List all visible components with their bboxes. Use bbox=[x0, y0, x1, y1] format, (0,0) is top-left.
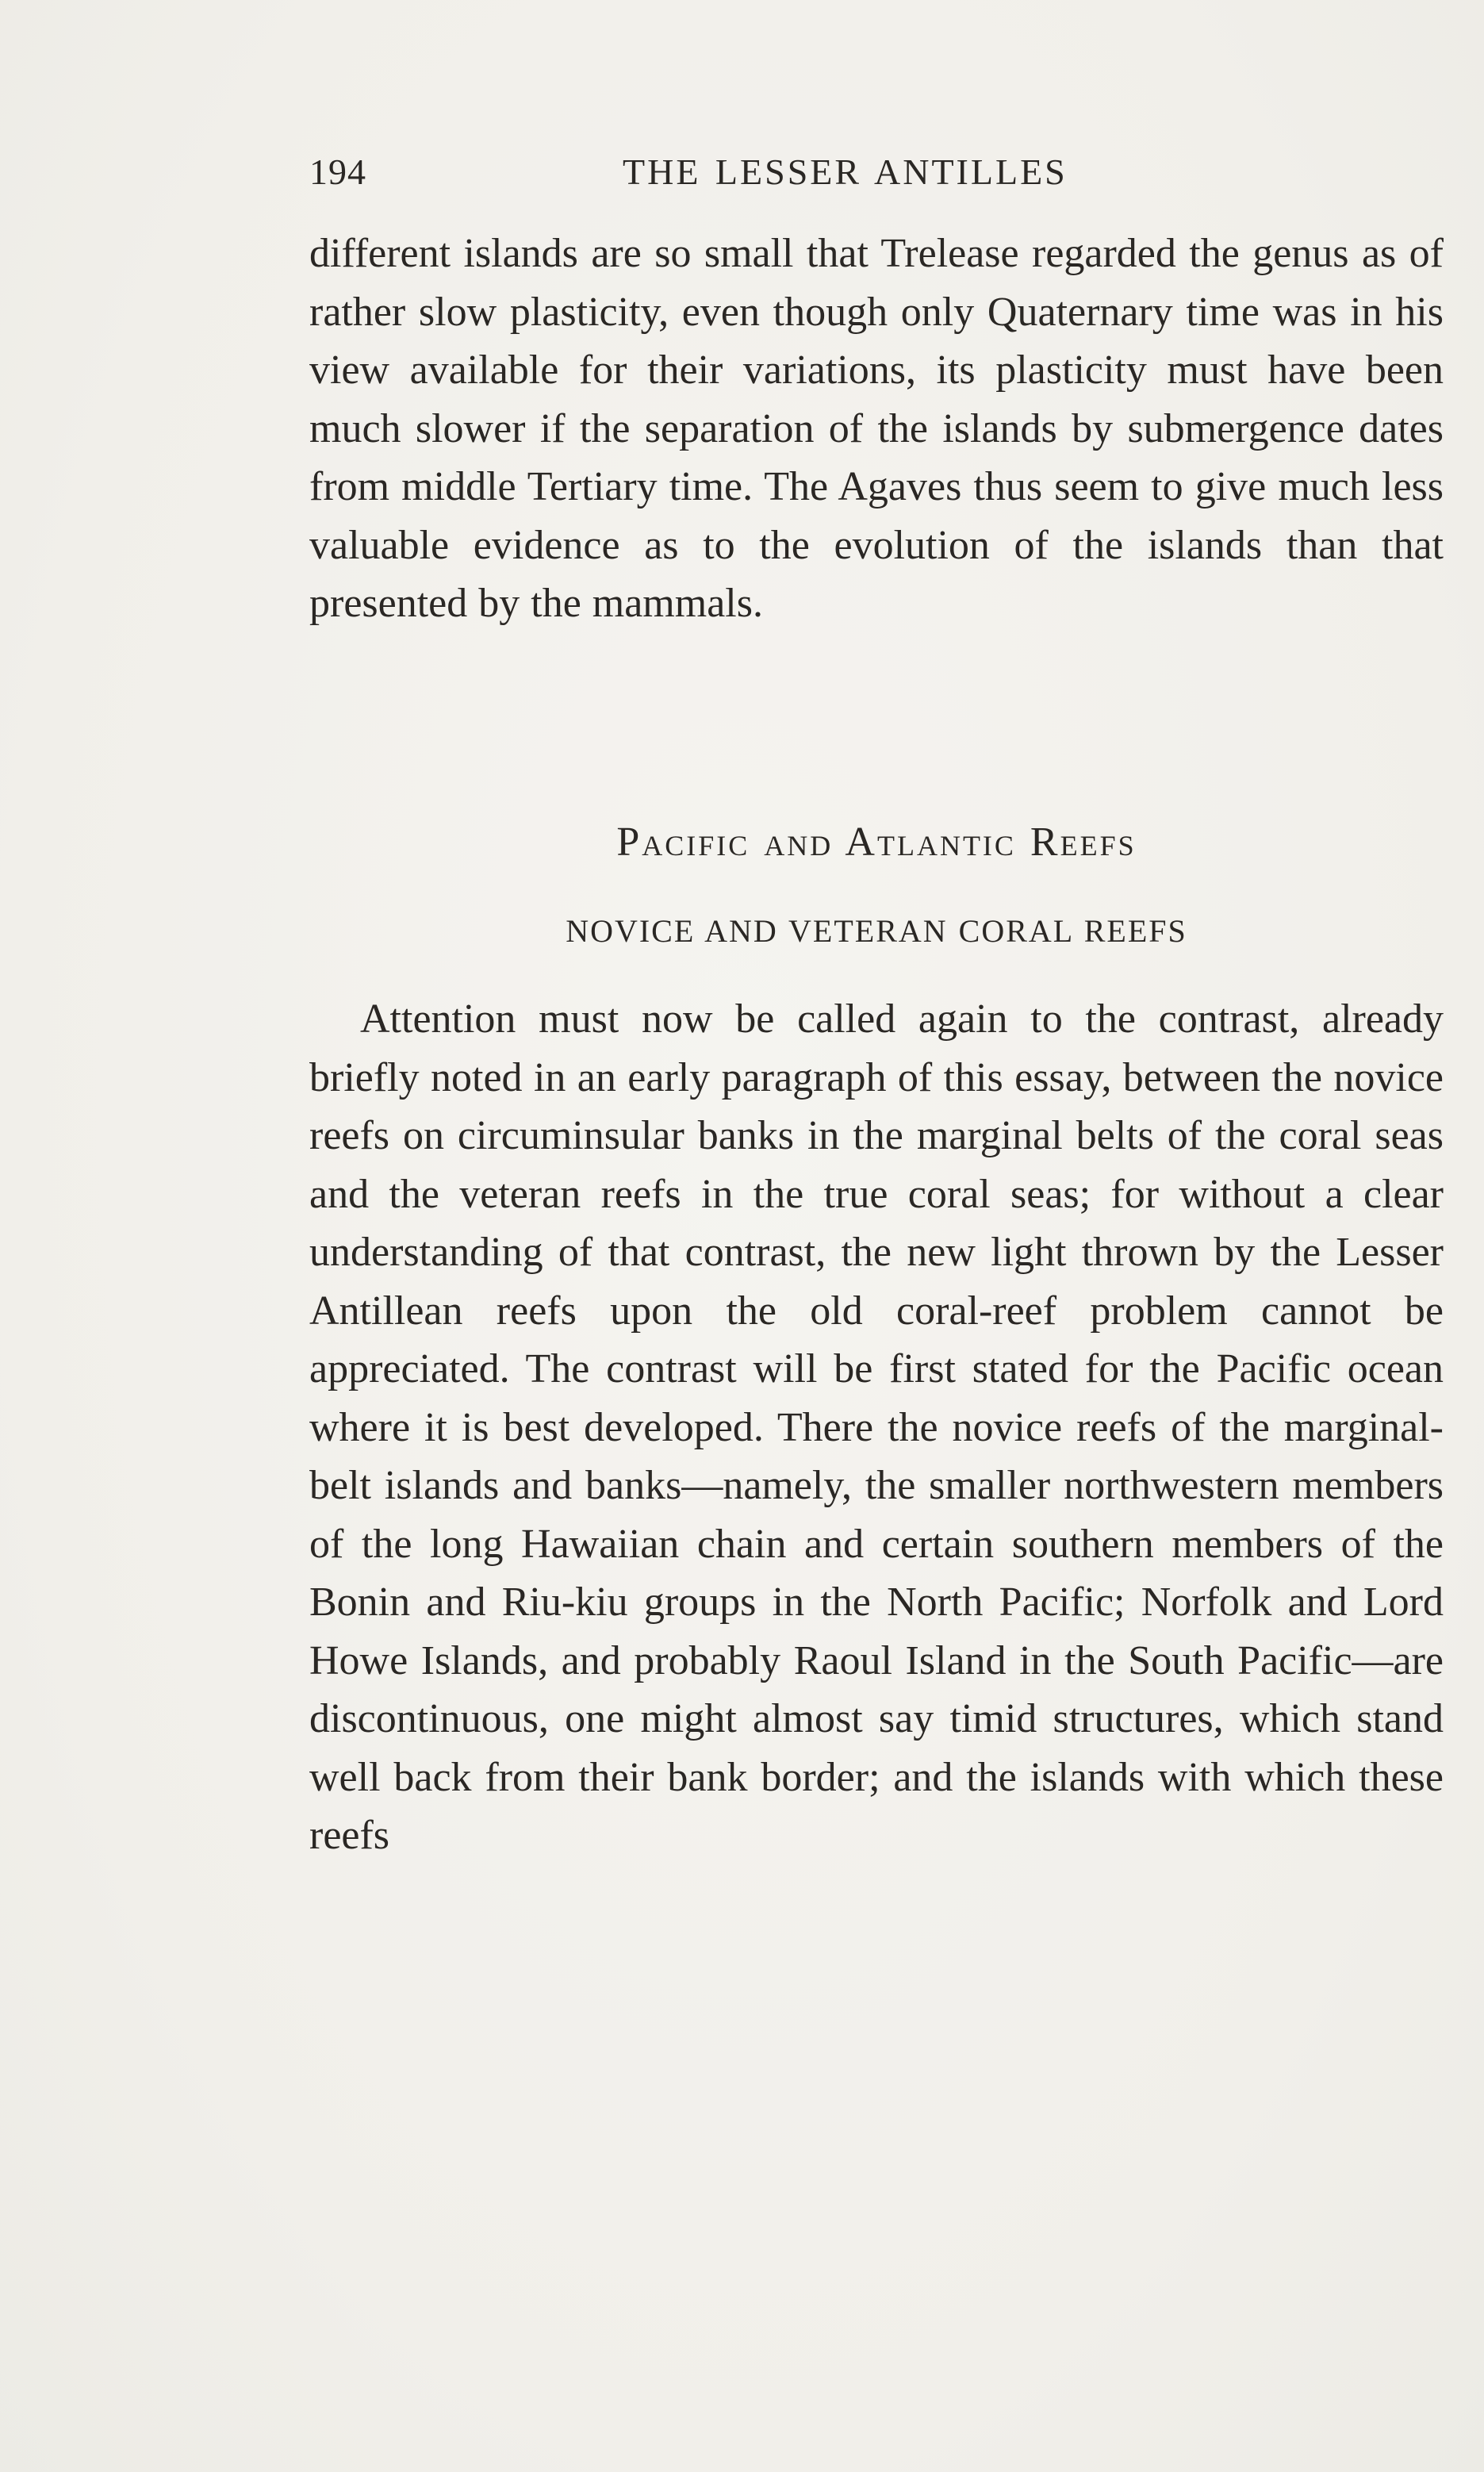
section-heading: Pacific and Atlantic Reefs bbox=[616, 820, 1137, 865]
sub-heading: NOVICE AND VETERAN CORAL REEFS bbox=[566, 913, 1187, 949]
running-head: THE LESSER ANTILLES bbox=[623, 152, 1068, 192]
page-number: 194 bbox=[309, 152, 366, 192]
paragraph-agaves: different islands are so small that Trelease regarded the genus as of rather slow plasticity, even though only Quaternary time was in his view available for their variations, its plasticity must have been much slower if the separation of the islands by submergence dates from middle Tertiary time. The Agaves thus seem to give much less valuable evidence as to the evolution of the islands than that presented by the mammals. bbox=[309, 231, 1444, 626]
paragraph-reefs: Attention must now be called again to the contrast, already briefly noted in an early paragraph of this essay, between the novice reefs on circuminsular banks in the marginal belts of the coral seas and the veteran reefs in the true coral seas; for without a clear understanding of that contrast, the new light thrown by the Lesser Antillean reefs upon the old coral-reef problem cannot be appreciated. The contrast will be first stated for the Pacific ocean where it is best developed. There the novice reefs of the marginal-belt islands and banks—namely, the smaller northwestern members of the long Hawaiian chain and certain southern members of the Bonin and Riu-kiu groups in the North Pacific; Norfolk and Lord Howe Islands, and probably Raoul Island in the South Pacific—are discontinuous, one might almost say timid structures, which stand well back from their bank border; and the islands with which these reefs bbox=[309, 996, 1444, 1858]
page-header bbox=[309, 151, 1444, 206]
